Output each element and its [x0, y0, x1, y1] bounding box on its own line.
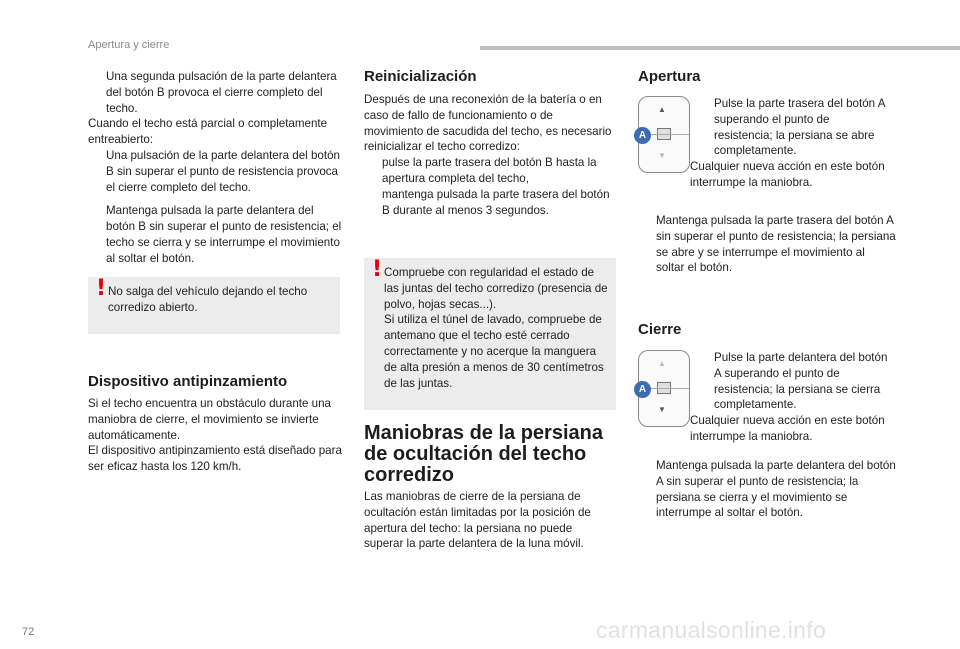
- arrow-up-icon: ▲: [658, 359, 666, 368]
- paragraph: Cuando el techo está parcial o completamente entreabierto:: [88, 117, 328, 147]
- list-item: Pulse la parte delantera del botón A superando el punto de resistencia; la persiana se cierra completamente.: [714, 351, 888, 412]
- page-number: 72: [22, 626, 35, 638]
- header-divider: [480, 46, 960, 50]
- heading-blind: Maniobras de la persiana de ocultación del techo corredizo: [364, 422, 603, 486]
- heading-reinit: Reinicialización: [364, 68, 477, 85]
- watermark: carmanualsonline.info: [596, 617, 827, 643]
- button-a-badge: A: [634, 381, 651, 398]
- reinit-text: Después de una reconexión de la batería o en caso de fallo de funcionamiento o de movimiento de sacudida del techo, es necesario reinicializar el techo corredizo: pulse la parte trasera del botón B hasta la apertura completa del techo, mantenga pulsada la parte trasera del botón B durante al menos 3 segundos.: [364, 93, 612, 217]
- button-a-badge: A: [634, 127, 651, 144]
- list-item: Una segunda pulsación de la parte delantera del botón B provoca el cierre completo del techo.: [106, 70, 337, 115]
- list-item: Mantenga pulsada la parte delantera del botón A sin superar el punto de resistencia; la persiana se cierra y el movimiento se interrumpe al soltar el botón.: [656, 459, 896, 520]
- arrow-up-icon: ▲: [658, 105, 666, 114]
- arrow-down-icon: ▼: [658, 151, 666, 160]
- antipinch-text: Si el techo encuentra un obstáculo durante una maniobra de cierre, el movimiento se invierte automáticamente. El dispositivo antipinzamiento está diseñado para ser eficaz hasta los 120 km/h.: [88, 397, 342, 474]
- heading-open: Apertura: [638, 68, 701, 85]
- list-item: Mantenga pulsada la parte delantera del botón B sin superar el punto de resistencia; el techo se cierra y se interrumpe el movimiento al soltar el botón.: [106, 204, 342, 265]
- section-title: Apertura y cierre: [88, 39, 170, 51]
- open-text-2: [638, 213, 896, 276]
- column-1: [88, 69, 343, 267]
- warning-box: [364, 258, 616, 410]
- arrow-down-icon: ▼: [658, 405, 666, 414]
- blind-switch-figure: [640, 96, 688, 174]
- list-item: Pulse la parte trasera del botón A superando el punto de resistencia; la persiana se abre completamente.: [714, 97, 885, 158]
- warning-text: Compruebe con regularidad el estado de las juntas del techo corredizo (presencia de polvo, hojas secas...). Si utiliza el túnel de lavado, compruebe de antemano que el techo esté cerrado correctamente y no acerque la manguera de alta presión a menos de 30 centímetros de las juntas.: [384, 266, 608, 390]
- list-item: pulse la parte trasera del botón B hasta la apertura completa del techo,: [382, 156, 597, 185]
- blind-switch-figure: [640, 350, 688, 428]
- list-item: Una pulsación de la parte delantera del botón B sin superar el punto de resistencia provoca el cierre completo del techo.: [106, 148, 340, 194]
- warning-icon: !: [372, 257, 383, 282]
- warning-icon: !: [96, 276, 107, 301]
- heading-close: Cierre: [638, 321, 682, 338]
- warning-text: No salga del vehículo dejando el techo corredizo abierto.: [108, 285, 308, 314]
- open-text: Pulse la parte trasera del botón A superando el punto de resistencia; la persiana se abre completamente. Cualquier nueva acción en este botón interrumpe la maniobra.: [690, 96, 890, 191]
- close-text: Pulse la parte delantera del botón A superando el punto de resistencia; la persiana se cierra completamente. Cualquier nueva acción en este botón interrumpe la maniobra.: [690, 350, 890, 445]
- warning-box: [88, 277, 340, 334]
- list-item: mantenga pulsada la parte trasera del botón B durante al menos 3 segundos.: [382, 187, 610, 217]
- heading-antipinch: Dispositivo antipinzamiento: [88, 373, 288, 390]
- blind-text: Las maniobras de cierre de la persiana de ocultación están limitadas por la posición de apertura del techo: la persiana no puede superar la parte delantera de la luna móvil.: [364, 490, 591, 551]
- list-item: Mantenga pulsada la parte trasera del botón A sin superar el punto de resistencia; la persiana se abre y se interrumpe el movimiento al soltar el botón.: [656, 214, 896, 275]
- close-text-2: [638, 458, 896, 521]
